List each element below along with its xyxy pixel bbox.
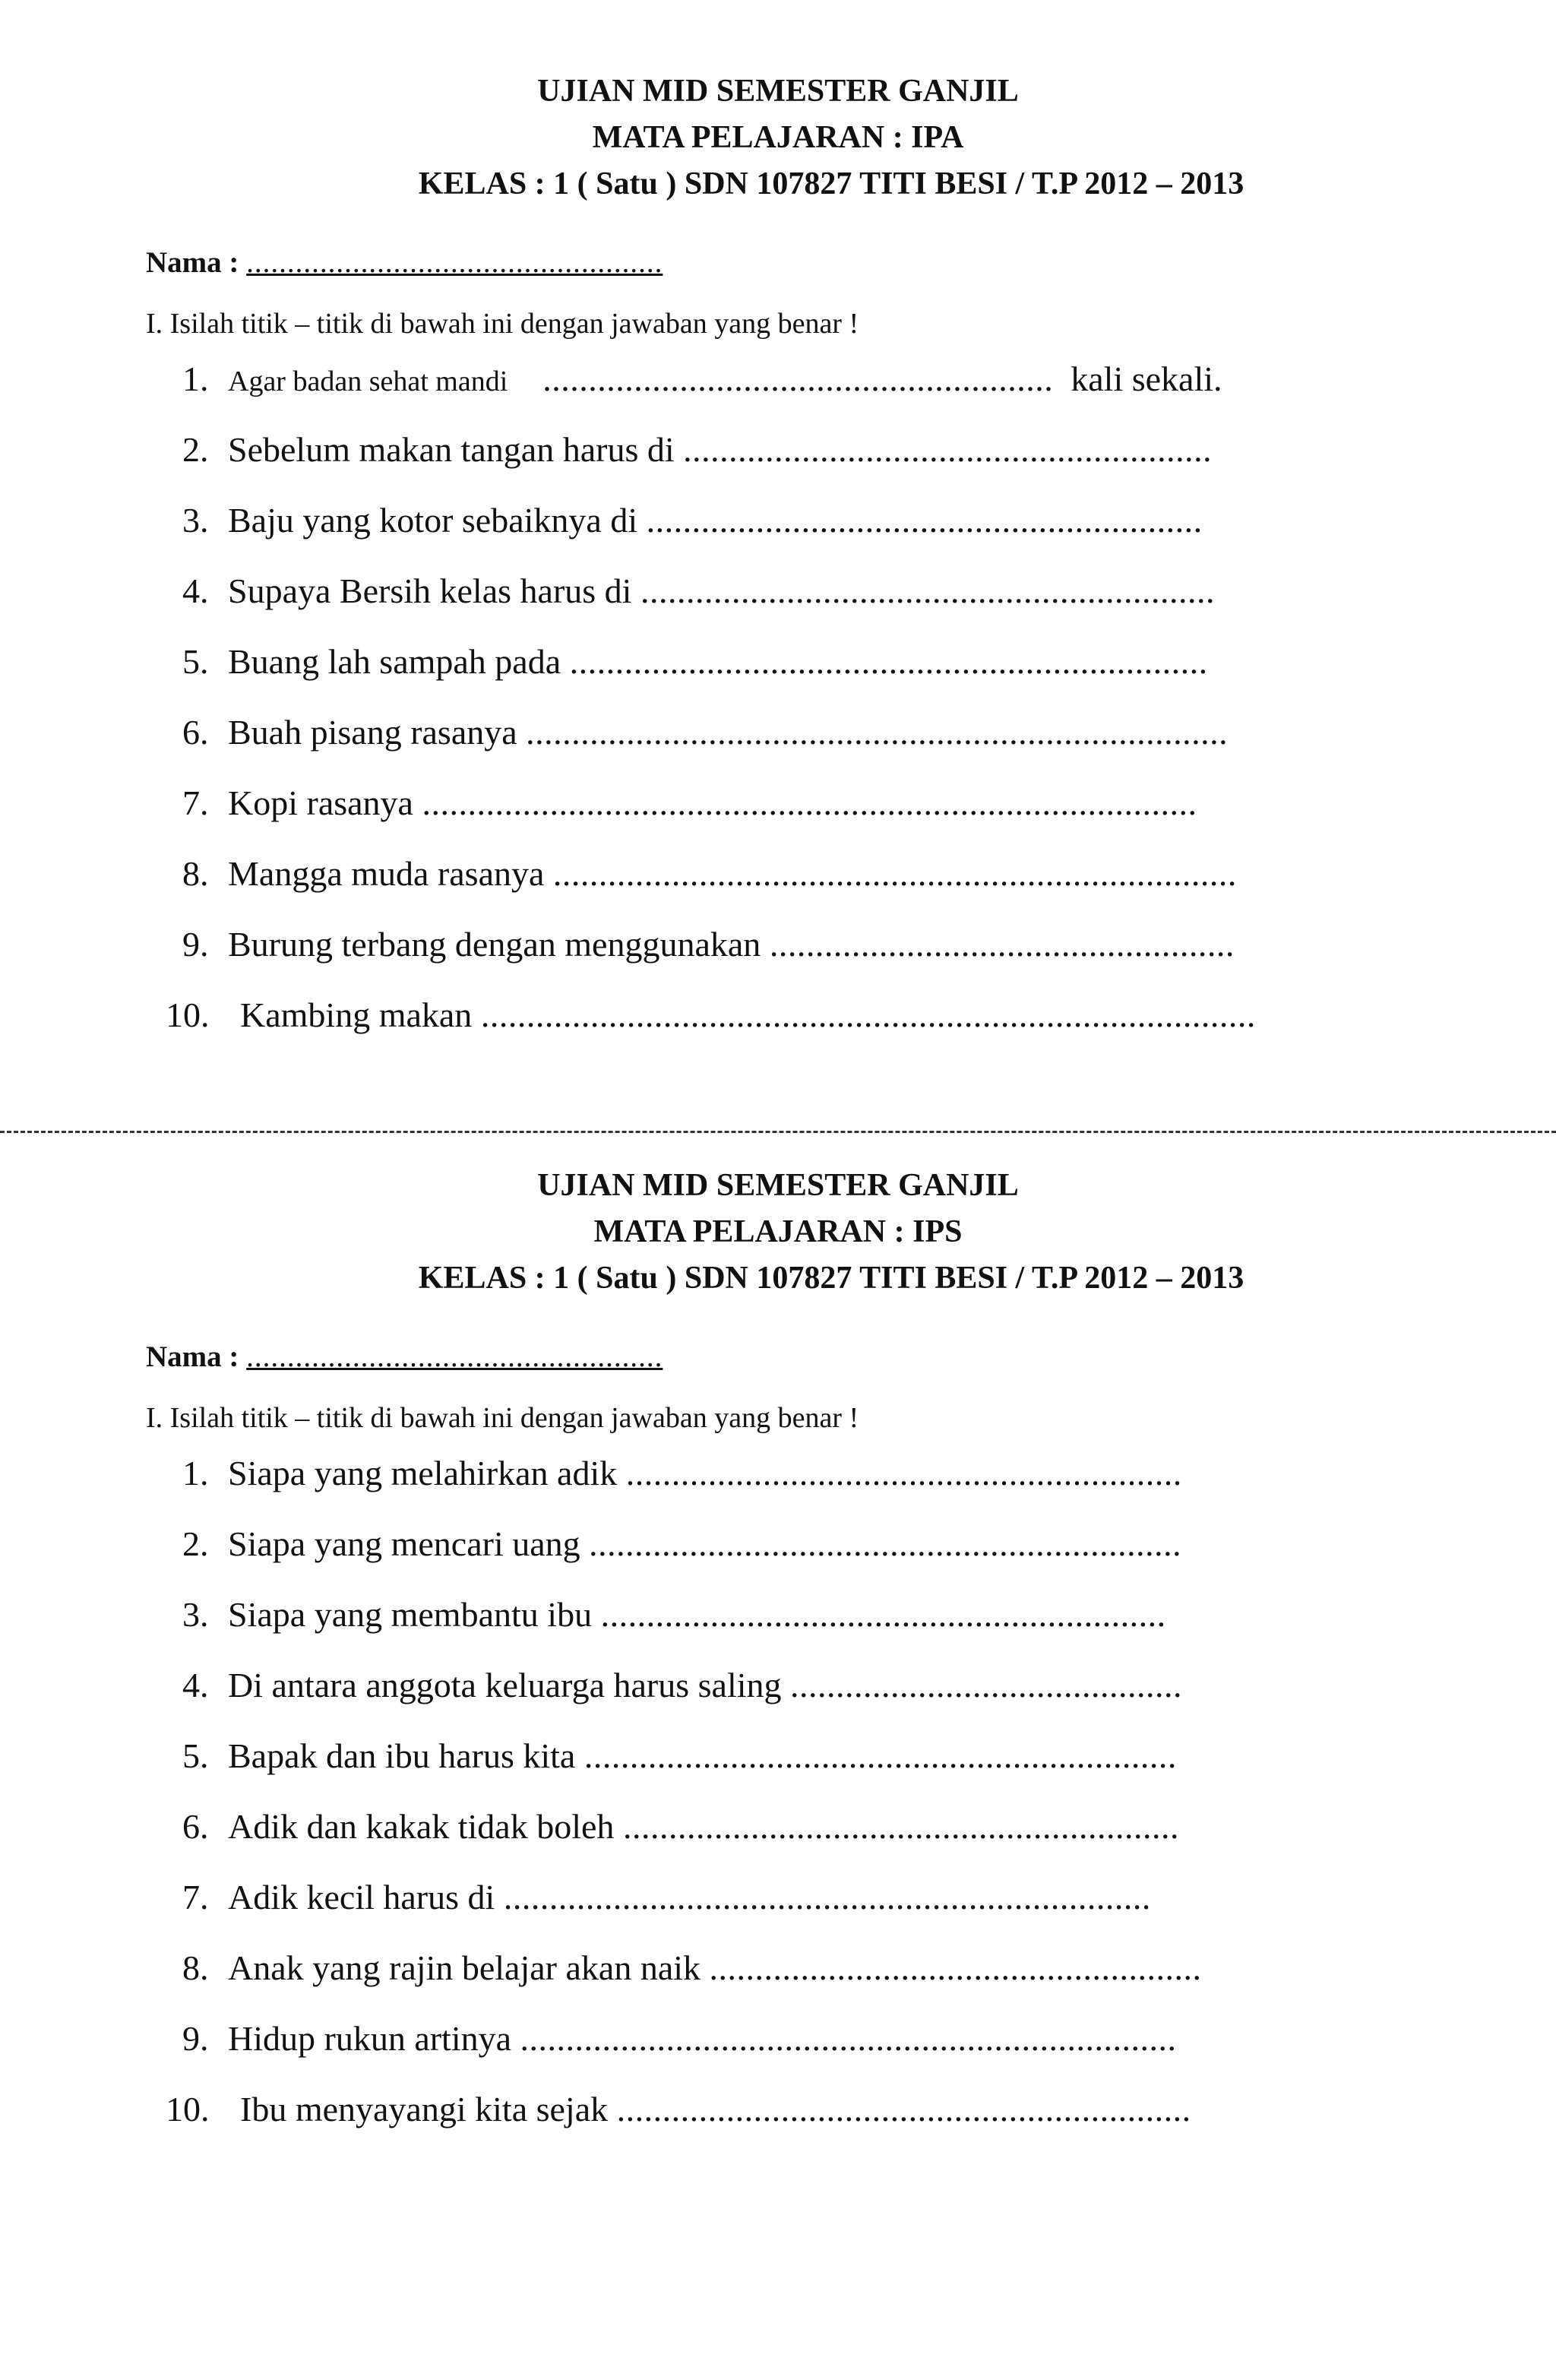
question-text: Ibu menyayangi kita sejak ...............................................................: [240, 2090, 1191, 2128]
answer-blank: ..............................................................: [600, 1595, 1166, 1634]
question-item: [0, 1804, 1556, 1875]
question-number: 5.: [182, 1736, 209, 1775]
question-number: 3.: [182, 501, 209, 540]
question-text: Adik dan kakak tidak boleh .............................................................: [228, 1807, 1179, 1846]
question-number: 1.: [182, 359, 209, 398]
question-item: [0, 780, 1556, 851]
question-number: 8.: [182, 854, 209, 893]
question-number: 10.: [166, 995, 210, 1034]
question-text: Anak yang rajin belajar akan naik ......................................................: [228, 1948, 1202, 1987]
question-item: [0, 1945, 1556, 2016]
question-number: 3.: [182, 1595, 209, 1634]
answer-blank: .....................................................................................: [422, 783, 1197, 822]
question-text: Sebelum makan tangan harus di ..........................................................: [228, 430, 1213, 469]
answer-blank: ...........................................: [790, 1666, 1182, 1704]
answer-blank: ......................................................................: [569, 642, 1208, 681]
question-number: 4.: [182, 571, 209, 610]
instruction: I. Isilah titik – titik di bawah ini dengan jawaban yang benar !: [146, 1402, 859, 1434]
question-text: Di antara anggota keluarga harus saling ...........................................: [228, 1666, 1182, 1704]
question-item: [0, 1451, 1556, 1521]
exam-title: UJIAN MID SEMESTER GANJIL: [537, 74, 1019, 109]
class-line: KELAS : 1 ( Satu ) SDN 107827 TITI BESI / T.P 2012 – 2013: [418, 166, 1244, 201]
name-label: Nama :: [146, 246, 239, 279]
question-list: [0, 1451, 1556, 2157]
question-text: Bapak dan ibu harus kita .................................................................: [228, 1736, 1177, 1775]
question-item: [0, 1592, 1556, 1663]
question-item: [0, 498, 1556, 568]
answer-blank: .............................................................: [625, 1454, 1182, 1492]
question-item: [0, 710, 1556, 780]
exam-header: [0, 1163, 1556, 1302]
name-blank: ...................................................: [246, 1340, 663, 1373]
question-item: [0, 568, 1556, 639]
answer-blank: .......................................................................: [503, 1878, 1151, 1916]
question-text: Buah pisang rasanya .............................................................................: [228, 713, 1229, 752]
question-item: [0, 2016, 1556, 2087]
subject-line: MATA PELAJARAN : IPS: [593, 1214, 963, 1249]
answer-blank: .....................................................................................: [480, 995, 1256, 1034]
question-item: [0, 356, 1556, 427]
question-number: 7.: [182, 783, 209, 822]
exam-section-ips: [0, 1163, 1556, 2157]
answer-blank: ...............................................................: [640, 571, 1215, 610]
answer-blank: .............................................................: [622, 1807, 1179, 1846]
question-suffix: kali sekali.: [1071, 359, 1222, 398]
class-line: KELAS : 1 ( Satu ) SDN 107827 TITI BESI / T.P 2012 – 2013: [418, 1261, 1244, 1296]
question-item: [0, 1521, 1556, 1592]
question-item: [0, 1875, 1556, 1945]
answer-blank: .............................................................: [646, 501, 1203, 540]
question-text: Adik kecil harus di .......................................................................: [228, 1878, 1151, 1916]
question-text: Siapa yang membantu ibu ..............................................................: [228, 1595, 1166, 1634]
question-number: 2.: [182, 1524, 209, 1563]
exam-section-ipa: [0, 68, 1556, 1063]
question-text: Burung terbang dengan menggunakan ...................................................: [228, 925, 1235, 964]
exam-header: [0, 68, 1556, 207]
question-item: [0, 639, 1556, 710]
question-number: 9.: [182, 2019, 209, 2058]
answer-blank: ......................................................: [709, 1948, 1202, 1987]
question-item: [0, 1733, 1556, 1804]
question-number: 6.: [182, 713, 209, 752]
name-label: Nama :: [146, 1340, 239, 1373]
answer-blank: ........................................................................: [520, 2019, 1177, 2058]
question-text: Hidup rukun artinya ........................................................................: [228, 2019, 1177, 2058]
question-text: Kopi rasanya .....................................................................................: [228, 783, 1197, 822]
answer-blank: .................................................................: [589, 1524, 1182, 1563]
answer-blank: .................................................................: [584, 1736, 1177, 1775]
question-number: 8.: [182, 1948, 209, 1987]
question-number: 6.: [182, 1807, 209, 1846]
question-item: [0, 1663, 1556, 1733]
question-number: 2.: [182, 430, 209, 469]
name-field: [146, 244, 1556, 282]
question-number: 4.: [182, 1666, 209, 1704]
name-blank: ...................................................: [246, 246, 663, 279]
question-item: [0, 851, 1556, 922]
exam-title: UJIAN MID SEMESTER GANJIL: [537, 1168, 1019, 1203]
question-text: Kambing makan .....................................................................................: [240, 995, 1256, 1034]
answer-blank: ........................................................: [542, 359, 1054, 398]
question-number: 1.: [182, 1454, 209, 1492]
question-item: [0, 992, 1556, 1063]
question-item: [0, 427, 1556, 498]
question-text: Siapa yang melahirkan adik .............................................................: [228, 1454, 1182, 1492]
question-item: [0, 922, 1556, 992]
question-number: 5.: [182, 642, 209, 681]
answer-blank: ...................................................: [769, 925, 1235, 964]
question-number: 7.: [182, 1878, 209, 1916]
cut-line-divider: [0, 1131, 1556, 1133]
question-item: [0, 2087, 1556, 2157]
answer-blank: .............................................................................: [526, 713, 1229, 752]
question-text: Mangga muda rasanya ...........................................................................: [228, 854, 1237, 893]
question-number: 10.: [166, 2090, 210, 2128]
name-field: [146, 1338, 1556, 1376]
question-text: Supaya Bersih kelas harus di ...............................................................: [228, 571, 1215, 610]
question-list: [0, 356, 1556, 1063]
question-text: Buang lah sampah pada ......................................................................: [228, 642, 1208, 681]
answer-blank: ...............................................................: [616, 2090, 1191, 2128]
question-number: 9.: [182, 925, 209, 964]
answer-blank: ...........................................................................: [552, 854, 1237, 893]
question-text: Agar badan sehat mandi ........................................................ kali sekali.: [228, 359, 1222, 398]
instruction: I. Isilah titik – titik di bawah ini dengan jawaban yang benar !: [146, 308, 859, 340]
question-text: Baju yang kotor sebaiknya di .............................................................: [228, 501, 1203, 540]
answer-blank: ..........................................................: [683, 430, 1213, 469]
question-text: Siapa yang mencari uang .................................................................: [228, 1524, 1182, 1563]
subject-line: MATA PELAJARAN : IPA: [592, 120, 964, 155]
